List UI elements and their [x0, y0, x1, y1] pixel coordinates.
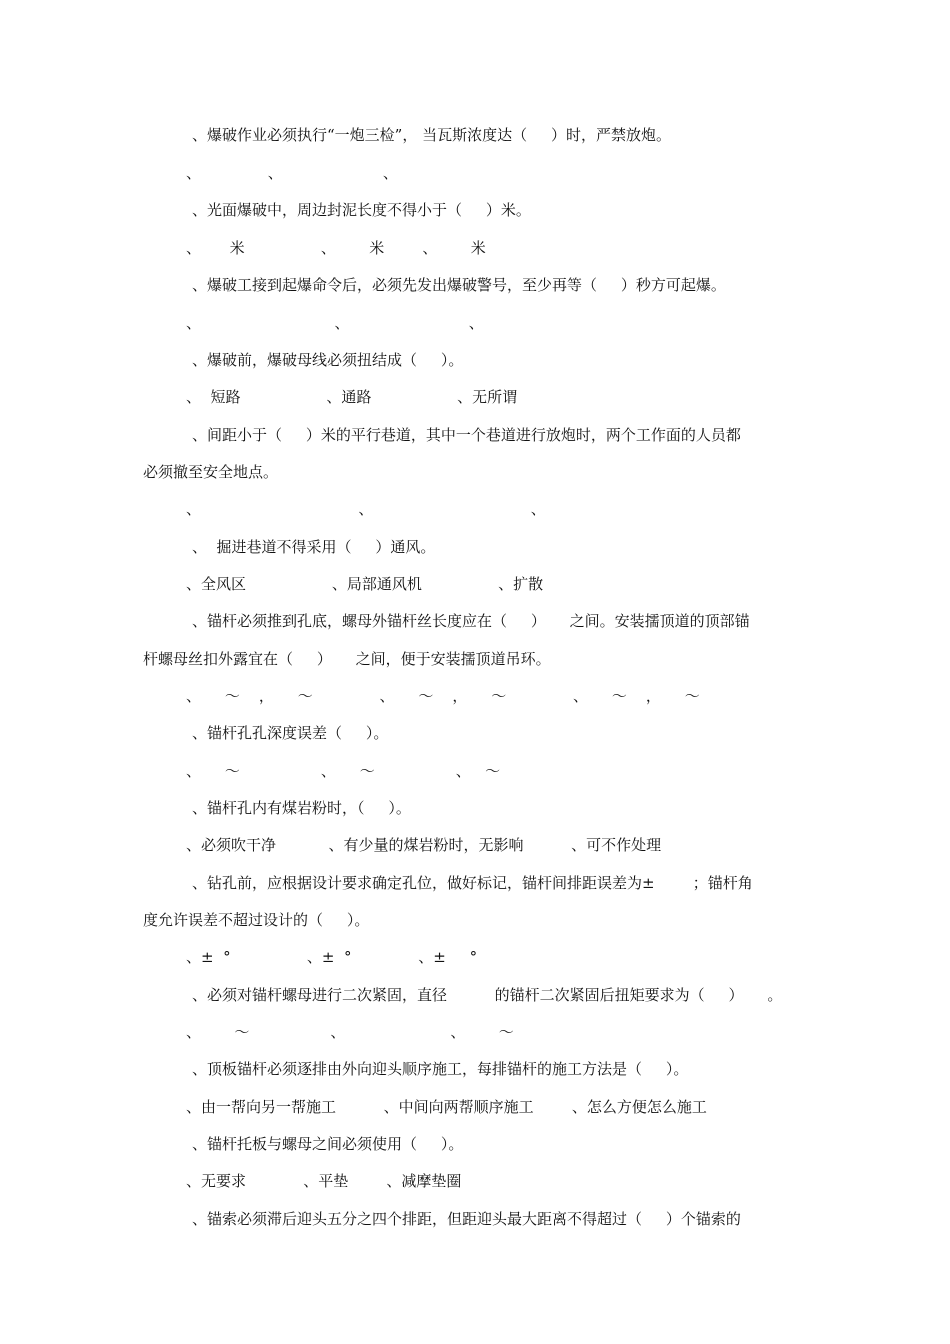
question-4: 、爆破前，爆破母线必须扭结成（ ）。 — [192, 351, 464, 369]
question-12: 、顶板锚杆必须逐排由外向迎头顺序施工，每排锚杆的施工方法是（ ）。 — [192, 1060, 689, 1078]
question-11: 、必须对锚杆螺母进行二次紧固，直径 的锚杆二次紧固后扭矩要求为（ ） 。 — [192, 986, 783, 1004]
question-3: 、爆破工接到起爆命令后，必须先发出爆破警号，至少再等（ ）秒方可起爆。 — [192, 276, 726, 294]
question-1: 、爆破作业必须执行“一炮三检”， 当瓦斯浓度达（ ）时，严禁放炮。 — [192, 126, 671, 144]
question-11-options: 、 ～ 、 、 ～ — [186, 1023, 514, 1041]
question-5-line-1: 、间距小于（ ）米的平行巷道，其中一个巷道进行放炮时，两个工作面的人员都 — [192, 426, 741, 444]
question-9: 、锚杆孔内有煤岩粉时，（ ）。 — [192, 799, 411, 817]
question-8-options: 、 ～ 、 ～ 、 ～ — [186, 762, 501, 780]
question-3-options: 、 、 、 — [186, 314, 484, 332]
question-9-options: 、必须吹干净 、有少量的煤岩粉时，无影响 、可不作处理 — [186, 836, 662, 854]
question-1-options: 、 、 、 — [186, 164, 398, 182]
question-2-options: 、 米 、 米 、 米 — [186, 239, 486, 257]
question-4-options: 、 短路 、通路 、无所谓 — [186, 388, 518, 406]
question-10-line-2: 度允许误差不超过设计的（ ）。 — [143, 911, 370, 929]
question-13-options: 、无要求 、平垫 、减摩垫圈 — [186, 1172, 462, 1190]
question-5-options: 、 、 、 — [186, 500, 546, 518]
question-2: 、光面爆破中，周边封泥长度不得小于（ ）米。 — [192, 201, 531, 219]
question-14: 、锚索必须滞后迎头五分之四个排距，但距迎头最大距离不得超过（ ）个锚索的 — [192, 1210, 741, 1228]
question-7-line-2: 杆螺母丝扣外露宜在（ ） 之间，便于安装擩顶道吊环。 — [143, 650, 551, 668]
question-12-options: 、由一帮向另一帮施工 、中间向两帮顺序施工 、怎么方便怎么施工 — [186, 1098, 707, 1116]
question-10-options: 、± ° 、± ° 、± ° — [186, 948, 478, 966]
question-6: 、 掘进巷道不得采用（ ）通风。 — [192, 538, 436, 556]
question-13: 、锚杆托板与螺母之间必须使用（ ）。 — [192, 1135, 464, 1153]
question-10-line-1: 、钻孔前，应根据设计要求确定孔位，做好标记，锚杆间排距误差为± ；锚杆角 — [192, 874, 753, 892]
question-7-line-1: 、锚杆必须推到孔底，螺母外锚杆丝长度应在（ ） 之间。安装擩顶道的顶部锚 — [192, 612, 750, 630]
question-7-options: 、 ～ ， ～ 、 ～ ， ～ 、 ～ ， ～ — [186, 687, 700, 705]
question-8: 、锚杆孔孔深度误差（ ）。 — [192, 724, 389, 742]
question-5-line-2: 必须撤至安全地点。 — [143, 463, 279, 481]
question-6-options: 、全风区 、局部通风机 、扩散 — [186, 575, 544, 593]
